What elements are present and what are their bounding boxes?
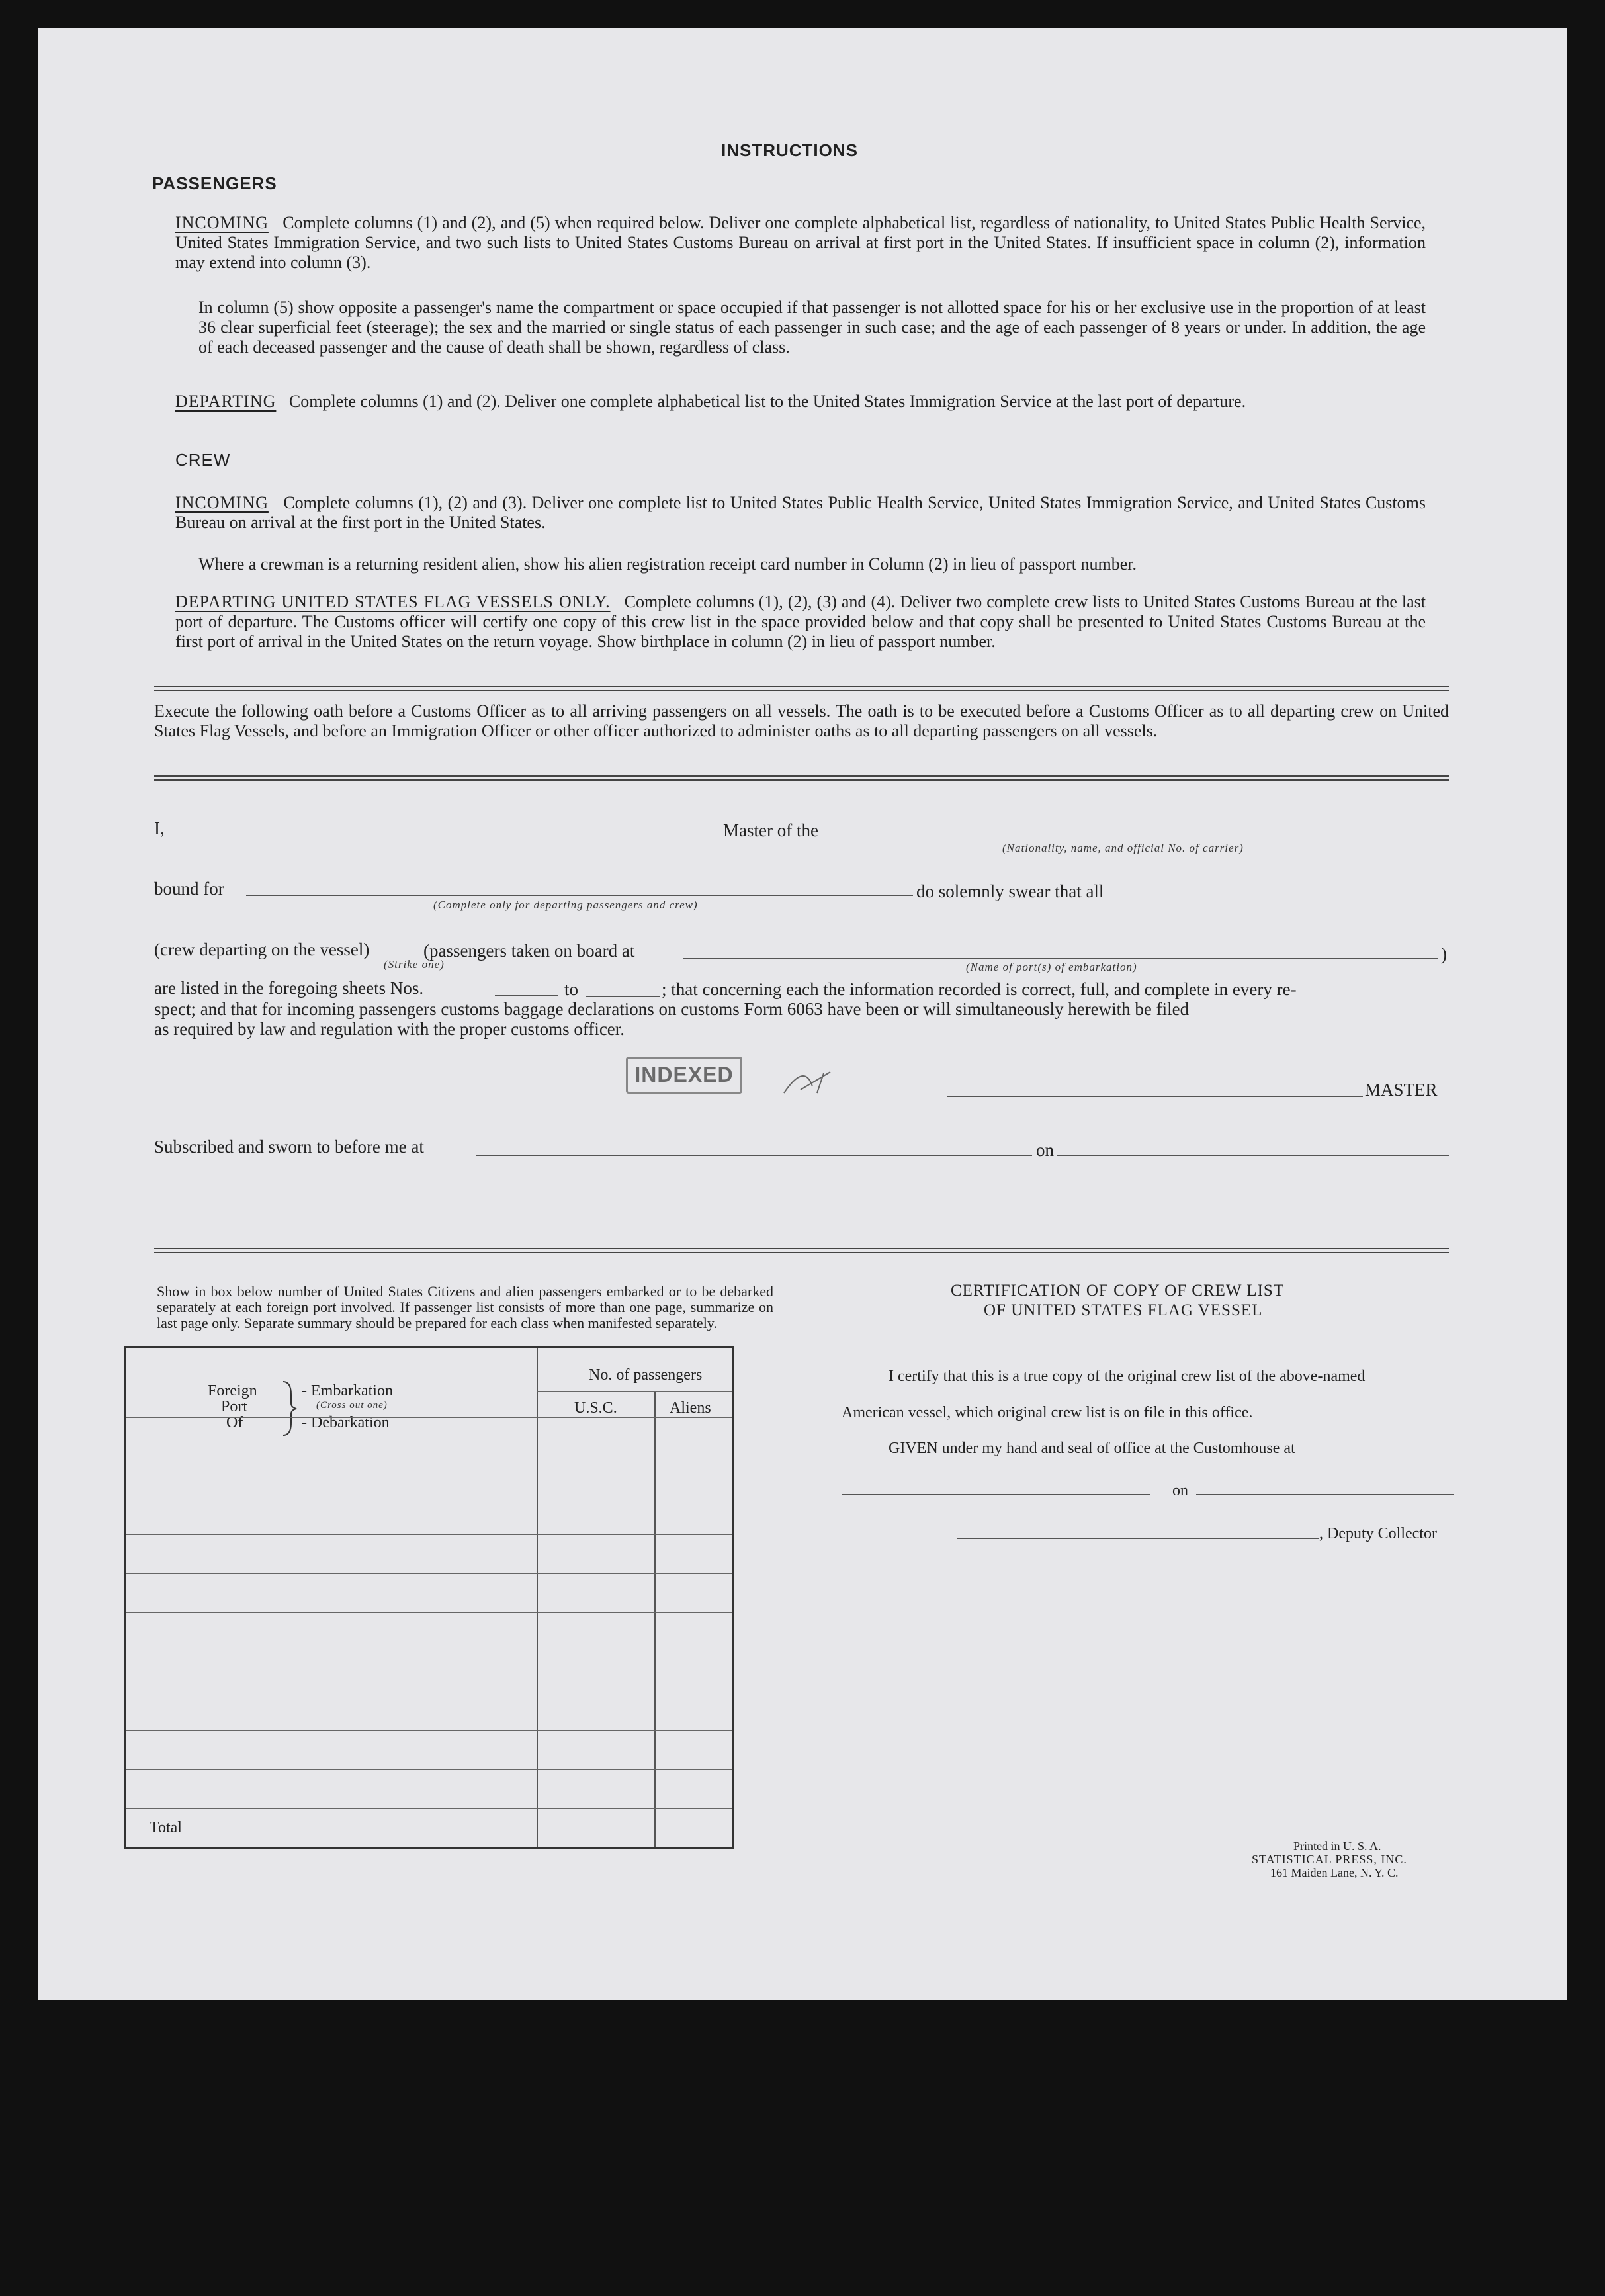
cross-out-caption: (Cross out one) <box>316 1400 388 1411</box>
listed-text: are listed in the foregoing sheets Nos. <box>154 978 424 998</box>
certification-on-label: on <box>1172 1482 1188 1499</box>
swear-text: do solemnly swear that all <box>916 881 1104 901</box>
certification-line-1: I certify that this is a true copy of the original crew list of the above-named <box>889 1368 1366 1385</box>
master-of-the-label: Master of the <box>723 820 818 840</box>
crew-departing-label: DEPARTING UNITED STATES FLAG VESSELS ONLY. <box>175 592 611 611</box>
bound-caption: (Complete only for departing passengers and crew) <box>433 899 698 911</box>
port-caption: (Name of port(s) of embarkation) <box>966 961 1137 973</box>
certification-date-field[interactable] <box>1196 1494 1454 1495</box>
foreign-label: Foreign <box>208 1382 257 1399</box>
table-row[interactable] <box>126 1808 732 1809</box>
listed-text-b: ; that concerning each the information recorded is correct, full, and complete in every re- <box>662 979 1297 999</box>
table-row[interactable] <box>126 1769 732 1770</box>
of-label: Of <box>226 1414 243 1431</box>
table-row[interactable] <box>126 1534 732 1535</box>
table-divider <box>537 1391 732 1392</box>
departing-text: Complete columns (1) and (2). Deliver one complete alphabetical list to the United States Immigration Service at the last port of departure. <box>288 392 1246 411</box>
usc-header: U.S.C. <box>574 1399 617 1417</box>
departing-instructions <box>175 392 1426 412</box>
bound-for-field[interactable] <box>246 895 913 896</box>
sheet-to-field[interactable] <box>586 996 660 997</box>
divider <box>154 690 1449 691</box>
passenger-summary-table <box>124 1346 734 1849</box>
master-signature-field[interactable] <box>947 1096 1363 1097</box>
printer-line-3: 161 Maiden Lane, N. Y. C. <box>1270 1866 1399 1879</box>
table-header-rule <box>126 1417 732 1418</box>
crew-alien-text: Where a crewman is a returning resident alien, show his alien registration receipt card number in Column (2) in lieu of passport number. <box>198 554 1137 574</box>
deputy-collector-label: , Deputy Collector <box>1319 1525 1437 1542</box>
crew-incoming-instructions <box>175 493 1426 533</box>
oath-line-3: as required by law and regulation with the proper customs officer. <box>154 1019 625 1039</box>
sheet-from-field[interactable] <box>495 995 558 996</box>
crew-departing-text: Complete columns (1), (2), (3) and (4). Deliver two complete crew lists to United States Customs Bureau at the last port of departure. The Customs officer will certify one copy of this crew list in the space provided below and that copy shall be presented to United States Customs Bureau at the first port of arrival in the United States on the return voyage. Show birthplace in column (2) in lieu of passport number. <box>175 592 1426 651</box>
oath-line-2: spect; and that for incoming passengers customs baggage declarations on customs Form 6063 have been or will simultaneously herewith be filed <box>154 999 1190 1019</box>
crew-departing-option: (crew departing on the vessel) <box>154 940 370 959</box>
stamp-initials-mark <box>781 1067 840 1100</box>
crew-heading: CREW <box>175 450 231 470</box>
embarkation-option: - Embarkation <box>302 1382 393 1399</box>
bound-for-label: bound for <box>154 879 224 899</box>
divider <box>154 686 1449 687</box>
table-row[interactable] <box>126 1573 732 1574</box>
incoming-column5-text: In column (5) show opposite a passenger's name the compartment or space occupied if that passenger is not allotted space for his or her exclusive use in the proportion of at least 36 clear superficial feet (steerage); the sex and the married or single status of each passenger in such case; and the age of each passenger of 8 years or under. In addition, the age of each deceased passenger and the cause of death shall be shown, regardless of class. <box>198 298 1426 357</box>
incoming-label: INCOMING <box>175 213 269 232</box>
certification-line-3: GIVEN under my hand and seal of office at the Customhouse at <box>889 1440 1295 1457</box>
debarkation-option: - Debarkation <box>302 1414 390 1431</box>
master-label: MASTER <box>1365 1080 1438 1100</box>
table-row[interactable] <box>126 1612 732 1613</box>
close-paren: ) <box>1441 944 1447 964</box>
passengers-taken-option: (passengers taken on board at <box>423 941 635 961</box>
departing-label: DEPARTING <box>175 392 277 411</box>
incoming-text: Complete columns (1) and (2), and (5) when required below. Deliver one complete alphabetical list, regardless of nationality, to United States Public Health Service, United States Immigration Service, and two such lists to United States Customs Bureau on arrival at first port in the United States. If insufficient space in column (2), information may extend into column (3). <box>175 213 1426 272</box>
passengers-heading: PASSENGERS <box>152 173 277 193</box>
divider <box>154 1248 1449 1249</box>
crew-incoming-label: INCOMING <box>175 493 269 512</box>
divider <box>154 779 1449 781</box>
no-passengers-header: No. of passengers <box>589 1366 703 1384</box>
port-label: Port <box>221 1398 248 1415</box>
divider <box>154 775 1449 777</box>
printer-line-1: Printed in U. S. A. <box>1293 1839 1381 1853</box>
printer-line-2: STATISTICAL PRESS, INC. <box>1252 1853 1407 1866</box>
table-divider <box>537 1348 538 1847</box>
crew-departing-instructions <box>175 592 1426 652</box>
brace-icon <box>279 1378 299 1438</box>
table-divider <box>654 1391 656 1847</box>
oath-intro: Execute the following oath before a Customs Officer as to all arriving passengers on all vessels. The oath is to be executed before a Customs Officer as to all departing crew on United States Flag Vessels, and before an Immigration Officer or other officer authorized to administer oaths as to all departing passengers on all vessels. <box>154 701 1449 740</box>
subscribed-label: Subscribed and sworn to before me at <box>154 1137 424 1157</box>
incoming-instructions <box>175 213 1426 273</box>
summary-note: Show in box below number of United States Citizens and alien passengers embarked or to be debarked separately at each foreign port involved. If passenger list consists of more than one page, summarize on last page only. Separate summary should be prepared for each class when manifested separately. <box>157 1283 773 1331</box>
certification-line-2: American vessel, which original crew list is on file in this office. <box>842 1404 1253 1421</box>
table-row[interactable] <box>126 1730 732 1731</box>
strike-one-caption: (Strike one) <box>384 958 445 971</box>
oath-i: I, <box>154 818 165 838</box>
certification-title-1: CERTIFICATION OF COPY OF CREW LIST <box>951 1282 1285 1300</box>
certification-title-2: OF UNITED STATES FLAG VESSEL <box>984 1302 1263 1319</box>
sworn-place-field[interactable] <box>476 1155 1032 1156</box>
embarkation-port-field[interactable] <box>683 958 1438 959</box>
divider <box>154 1252 1449 1253</box>
indexed-stamp: INDEXED <box>626 1057 742 1094</box>
sworn-date-field[interactable] <box>1057 1155 1449 1156</box>
aliens-header: Aliens <box>670 1399 711 1417</box>
customhouse-field[interactable] <box>842 1494 1150 1495</box>
sworn-on-label: on <box>1036 1140 1054 1160</box>
total-label: Total <box>150 1819 182 1836</box>
carrier-caption: (Nationality, name, and official No. of carrier) <box>1002 842 1244 854</box>
page-title: INSTRUCTIONS <box>721 140 858 160</box>
deputy-signature-field[interactable] <box>957 1538 1319 1539</box>
crew-incoming-text: Complete columns (1), (2) and (3). Deliver one complete list to United States Public Health Service, United States Immigration Service, and United States Customs Bureau on arrival at the first port in the United States. <box>175 493 1426 532</box>
listed-to: to <box>564 979 579 999</box>
